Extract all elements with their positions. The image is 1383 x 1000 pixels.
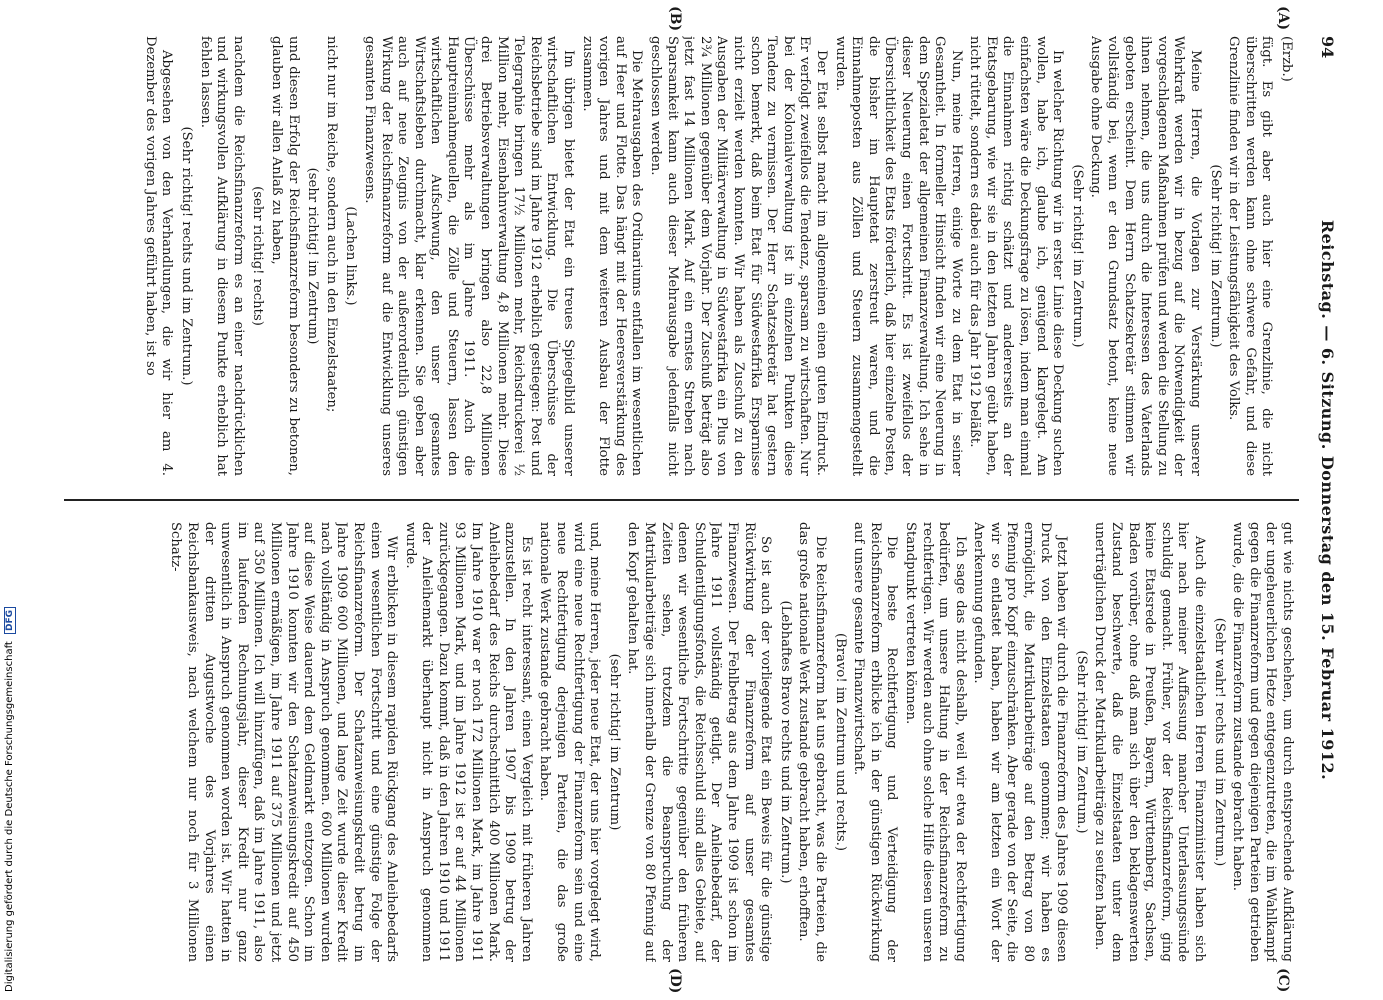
interjection: (sehr richtig! rechts)	[250, 186, 266, 326]
paragraph: Abgesehen von den Verhandlungen, die wir hier am 4. Dezember des vorigen Jahres geführt haben, ist so	[142, 36, 175, 476]
left-column	[65, 36, 1295, 476]
paragraph: Es ist recht interessant, einen Vergleich mit früheren Jahren anzustellen. In den Jahren 1907 bis 1909 betrug der Anleihebedarf des Reichs durchschnittlich 400 Millionen Mark. Im Jahre 1910 war er noch 172 Millionen Mark, im Jahre 1911 93 Millionen Mark, und im Jahre 1912 ist er auf 44 Millionen zurückgegangen. Dazu kommt, daß in den Jahren 1910 und 1911 der Anleihemarkt überhaupt nicht in Anspruch genommen wurde.	[402, 522, 534, 962]
interjection: (Sehr richtig! im Zentrum.)	[1073, 650, 1089, 834]
margin-mark-a: (A)	[1275, 6, 1291, 31]
interjection: (Lebhaftes Bravo rechts und im Zentrum.)	[777, 600, 793, 884]
paragraph: Jetzt haben wir durch die Finanzreform des Jahres 1909 diesen Druck von den Einzelstaaten genommen; wir haben es ermöglicht, die Matrikularbeiträge auf den Betrag von 80 Pfennig pro Kopf einzuschränken. Aber gerade von der Seite, die wir so entlastet haben, haben wir am letzten ein Wort der Anerkennung gefunden.	[971, 522, 1070, 962]
paragraph: Die Mehrausgaben des Ordinariums entfallen im wesentlichen auf Heer und Flotte. Das hängt mit der Heeresverstärkung des vorigen Jahres und mit dem weiteren Ausbau der Flotte zusammen.	[579, 36, 645, 476]
paragraph: und, meine Herren, jeder neue Etat, der uns hier vorgelegt wird, wird eine neue Rechtfertigung der Finanzreform sein und eine neue Rechtfertigung derjenigen Parteien, die das große nationale Werk zustande gebracht haben.	[537, 522, 603, 962]
interjection: (Sehr wahr! rechts und im Zentrum.)	[1211, 617, 1227, 867]
paragraph: Die Reichsfinanzreform hat uns gebracht, was die Parteien, die das große nationale Werk zustande gebracht haben, erhofften.	[796, 522, 828, 962]
paragraph: fügt. Es gibt aber auch hier eine Grenzlinie, die nicht überschritten werden kann ohne schwere Gefahr, und diese Grenzlinie finden wir in der Leistungsfähigkeit des Volks.	[1226, 36, 1275, 476]
paragraph: Wir erblicken in diesem rapiden Rückgang des Anleihebedarfs einen wesentlichen Fortschritt und eine günstige Folge der Reichsfinanzreform. Der Schatzanweisungskredit betrug im Jahre 1909 600 Millionen, und lange Zeit wurde dieser Kredit nach vollständig in Anspruch genommen. 600 Millionen wurden auf diese Weise dauernd dem Geldmarkt entzogen. Schon im Jahre 1910 konnten wir den Schatzanweisungskredit auf 450 Millionen ermäßigen, im Jahre 1911 auf 375 Millionen und jetzt auf 350 Millionen. Ich will hinzufügen, daß im Jahre 1911, also im laufenden Rechnungsjahr, dieser Kredit nur ganz unwesentlich in Anspruch genommen worden ist. Wir hatten in der dritten Augustwoche des Vorjahres einen Reichsbankausweis, nach welchem nur noch für 3 Millionen Schatz-	[168, 522, 400, 962]
credit-text: Digitalisierung gefördert durch die Deutsche Forschungsgemeinschaft	[4, 641, 15, 992]
paragraph: In welcher Richtung wir in erster Linie diese Deckung suchen wollen, habe ich, glaube ich, genügend klargelegt. Am einfachsten wäre die Deckungsfrage zu lösen, indem man einmal die Einnahmen richtig schätzt und andererseits an der Etatsgebarung, wie wir sie in den letzten Jahren geübt haben, nicht rüttelt, sondern es dabei auch für das Jahr 1912 beläßt.	[967, 36, 1066, 476]
paragraph: So ist auch der vorliegende Etat ein Beweis für die günstige Rückwirkung der Finanzreform auf unser gesamtes Finanzwesen. Der Fehlbetrag aus dem Jahre 1909 ist schon im Jahre 1911 vollständig getilgt. Der Anleihebedarf, der Schuldentilgungsfonds, die Reichsschuld sind alles Gebiete, auf denen wir wesentliche Fortschritte gegenüber den früheren Zeiten sehen, trotzdem die Beanspruchung der Matrikularbeiträge sich innerhalb der Grenze von 80 Pfennig auf den Kopf gehalten hat.	[625, 522, 774, 962]
page-body	[53, 6, 1343, 994]
column-divider	[64, 499, 1299, 501]
margin-mark-c: (C)	[1275, 968, 1291, 993]
interjection: (sehr richtig! im Zentrum)	[606, 653, 622, 831]
right-column	[65, 522, 1295, 962]
paragraph: Auch die einzelstaatlichen Herren Finanzminister haben sich hier nach meiner Auffassung mancher Unterlassungssünde schuldig gemacht. Früher, vor der Reichsfinanzreform, ging keine Etatsrede in Preußen, Bayern, Württemberg, Sachsen, Baden vorüber, ohne daß man sich über den beklagenswerten Zustand beschwerte, daß die Einzelstaaten unter dem unerträglichen Druck der Matrikularbeiträge zu seufzen haben.	[1092, 522, 1208, 962]
paragraph: und diesen Erfolg der Reichsfinanzreform besonders zu betonen, glauben wir allen Anlaß zu haben,	[268, 36, 301, 476]
dfg-logo: DFG	[4, 607, 16, 634]
interjection: (Bravo! im Zentrum und rechts.)	[832, 632, 848, 852]
paragraph: Meine Herren, die Vorlagen zur Verstärkung unserer Wehrkraft werden wir in bezug auf die Notwendigkeit der vorgeschlagenen Maßnahmen prüfen und werden die Stellung zu ihnen nehmen, die uns durch die Interessen des Vaterlands geboten erscheint. Dem Herrn Schatzsekretär stimmen wir vollständig bei, wenn er den Grundsatz betont, keine neue Ausgabe ohne Deckung.	[1088, 36, 1204, 476]
page-number: 94	[1318, 36, 1337, 59]
paragraph: Die beste Rechtfertigung und Verteidigung der Reichsfinanzreform erblicke ich in der günstigen Rückwirkung auf unsere gesamte Finanzwirtschaft.	[851, 522, 900, 962]
paragraph: Der Etat selbst macht im allgemeinen einen guten Eindruck. Er verfolgt zweifellos die Tendenz, sparsam zu wirtschaften. Nur bei der Kolonialverwaltung ist in einzelnen Punkten diese Tendenz zu vermissen. Der Herr Schatzsekretär hat gestern schon bemerkt, daß beim Etat für Südwestafrika Ersparnisse nicht erzielt werden konnten. Wir haben als Zuschuß zu den Ausgaben der Militärverwaltung in Südwestafrika ein Plus von 2¾ Millionen gegenüber dem Vorjahr. Der Zuschuß beträgt also jetzt fast 14 Millionen Mark. Auf ein ernstes Streben nach Sparsamkeit kann auch dieser Mehrausgabe jedenfalls nicht geschlossen werden.	[648, 36, 829, 476]
paragraph: nicht nur im Reiche, sondern auch in den Einzelstaaten;	[323, 36, 339, 413]
paragraph: Nun, meine Herren, einige Worte zu dem Etat in seiner Gesamtheit. In formeller Hinsicht finden wir eine Neuerung in dem Spezialetat der allgemeinen Finanzverwaltung. Ich sehe in dieser Neuerung einen Fortschritt. Es ist zweifellos der Übersichtlichkeit des Etats förderlich, daß hier einzelne Posten, die bisher im Hauptetat zerstreut waren, und die Einnahmeposten aus Zöllen und Steuern zusammengestellt wurden.	[832, 36, 964, 476]
interjection: (Sehr richtig! im Zentrum.)	[1207, 164, 1223, 348]
interjection: (Sehr richtig! im Zentrum.)	[1069, 164, 1085, 348]
page-header	[1303, 36, 1343, 964]
interjection: (sehr richtig! im Zentrum)	[305, 167, 321, 345]
interjection: (Lachen links.)	[343, 206, 359, 306]
digitization-credit	[4, 0, 18, 1000]
paragraph: Ich sage das nicht deshalb, weil wir etwa der Rechtfertigung bedürfen, um unsere Haltung in der Reichsfinanzreform zu rechtfertigen. Wir werden auch ohne solche Hilfe diesen unseren Standpunkt vertreten können.	[902, 522, 968, 962]
interjection: (Sehr richtig! rechts und im Zentrum.)	[179, 126, 194, 386]
paragraph: Im übrigen bietet der Etat ein treues Spiegelbild unserer wirtschaftlichen Entwicklung. Die Überschüsse der Reichsbetriebe sind im Jahre 1912 erheblich gestiegen: Post und Telegraphie bringen 17½ Millionen mehr, Reichsdruckerei ½ Million mehr, Eisenbahnverwaltung 4,8 Millionen mehr. Diese drei Betriebsverwaltungen bringen also 22,8 Millionen Überschüsse mehr als im Jahre 1911. Auch die Hauptreinnahmequellen, die Zölle und Steuern, lassen den wirtschaftlichen Aufschwung, den unser gesamtes Wirtschaftsleben durchmacht, klar erkennen. Sie geben aber auch auf neue Zeugnis von der außerordentlich günstigen Wirkung der Reichsfinanzreform auf die Entwicklung unseres gesamten Finanzwesens.	[361, 36, 577, 476]
margin-mark-b: (B)	[667, 6, 683, 32]
speaker-tag: (Erzb.)	[1279, 36, 1294, 82]
running-title: Reichstag. — 6. Sitzung. Donnerstag den 15. Februar 1912.	[1318, 219, 1337, 781]
margin-mark-d: (D)	[667, 968, 683, 994]
paragraph: gut wie nichts geschehen, um durch entsprechende Aufklärung der ungeheuerlichen Hetze entgegenzutreten, die im Wahlkampf gegen die Finanzreform und gegen diejenigen Parteien getrieben wurde, die die Finanzreform zustande gebracht haben.	[1230, 522, 1295, 962]
paragraph: nachdem die Reichsfinanzreform es an einer nachdrücklichen und wirkungsvollen Aufklärung in diesem Punkte erheblich hat fehlen lassen.	[197, 36, 246, 476]
